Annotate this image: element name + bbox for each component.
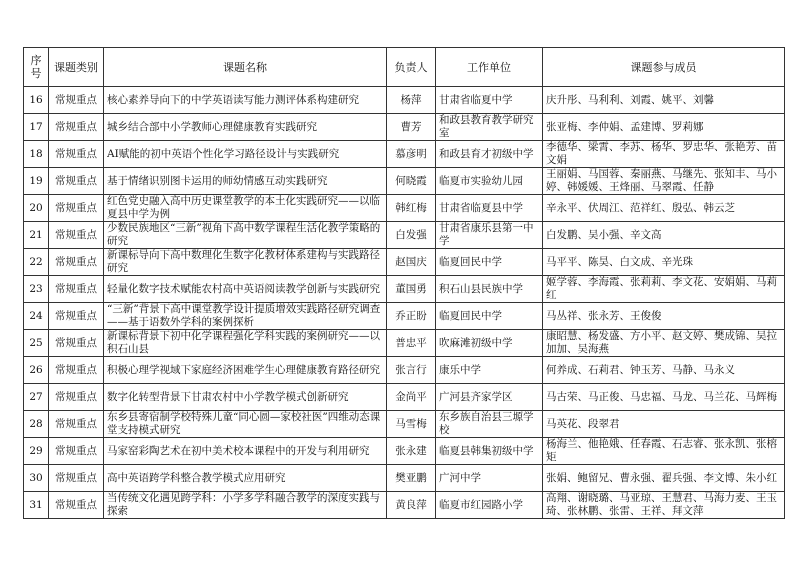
row-members — [543, 114, 785, 141]
row-lead — [387, 168, 436, 195]
row-number-text: 20 — [29, 201, 43, 214]
row-number-text: 24 — [29, 309, 43, 322]
row-title — [104, 195, 387, 222]
row-category — [49, 222, 104, 249]
row-members-text: 白发鹏、吴小强、辛文高 — [546, 228, 662, 241]
row-members-text: 高翔、谢晓璐、马亚琼、王慧君、马海力麦、王玉琦、张林鹏、张雷、王祥、拜文萍 — [546, 492, 777, 517]
row-category-text: 常规重点 — [55, 363, 97, 376]
row-members-text: 张亚梅、李仲娟、孟建博、罗莉娜 — [546, 120, 704, 133]
row-members-text: 马古荣、马正俊、马忠福、马龙、马兰花、马辉梅 — [546, 390, 777, 403]
row-category-text: 常规重点 — [55, 390, 97, 403]
row-unit — [436, 276, 543, 303]
row-title — [104, 438, 387, 465]
row-unit-text: 临夏市红园路小学 — [439, 498, 523, 511]
row-members — [543, 357, 785, 384]
row-category — [49, 330, 104, 357]
table-row — [24, 222, 785, 249]
row-category — [49, 195, 104, 222]
row-category — [49, 87, 104, 114]
row-category — [49, 168, 104, 195]
header-members: 课题参与成员 — [543, 48, 785, 87]
row-members — [543, 222, 785, 249]
row-title-text: 城乡结合部中小学教师心理健康教育实践研究 — [107, 120, 317, 133]
header-no: 序号 — [24, 48, 49, 87]
row-number-text: 19 — [29, 174, 43, 187]
row-number — [24, 492, 49, 519]
row-number — [24, 330, 49, 357]
row-unit-text: 积石山县民族中学 — [439, 282, 523, 295]
row-title-text: 新课标背景下初中化学课程强化学科实践的案例研究——以积石山县 — [107, 330, 380, 355]
row-number-text: 25 — [29, 336, 43, 349]
row-title — [104, 249, 387, 276]
row-category-text: 常规重点 — [55, 498, 97, 511]
row-title — [104, 114, 387, 141]
row-number-text: 30 — [29, 471, 43, 484]
row-number — [24, 222, 49, 249]
row-unit-text: 东乡族自治县三塬学校 — [439, 411, 534, 436]
row-unit — [436, 411, 543, 438]
row-unit — [436, 195, 543, 222]
row-lead-text: 樊亚鹏 — [395, 471, 427, 484]
table-row — [24, 276, 785, 303]
row-category-text: 常规重点 — [55, 471, 97, 484]
row-unit-text: 甘肃省康乐县第一中学 — [439, 222, 534, 247]
row-members-text: 马英花、段翠君 — [546, 417, 620, 430]
row-lead — [387, 357, 436, 384]
row-category-text: 常规重点 — [55, 201, 97, 214]
row-number — [24, 168, 49, 195]
row-members — [543, 384, 785, 411]
row-number-text: 17 — [29, 120, 43, 133]
row-title-text: 积极心理学视域下家庭经济困难学生心理健康教育路径研究 — [107, 363, 380, 376]
row-lead-text: 张言行 — [395, 363, 427, 376]
row-category-text: 常规重点 — [55, 336, 97, 349]
row-category-text: 常规重点 — [55, 228, 97, 241]
row-number — [24, 357, 49, 384]
row-number — [24, 195, 49, 222]
row-number — [24, 465, 49, 492]
row-unit — [436, 222, 543, 249]
row-number-text: 29 — [29, 444, 43, 457]
row-members-text: 辛永平、伏周江、范祥红、殷弘、韩云芝 — [546, 201, 735, 214]
row-category-text: 常规重点 — [55, 282, 97, 295]
row-unit-text: 康乐中学 — [439, 363, 481, 376]
row-title — [104, 411, 387, 438]
row-unit — [436, 249, 543, 276]
row-category — [49, 276, 104, 303]
row-members — [543, 465, 785, 492]
row-title — [104, 87, 387, 114]
row-members — [543, 141, 785, 168]
row-unit — [436, 141, 543, 168]
row-title-text: 东乡县寄宿制学校特殊儿童“同心圆—家校社医”四维动态课堂支持模式研究 — [107, 411, 381, 436]
row-unit — [436, 330, 543, 357]
row-lead-text: 金尚平 — [395, 390, 427, 403]
table-row — [24, 249, 785, 276]
row-lead — [387, 438, 436, 465]
row-members-text: 李德华、梁霄、李苏、杨华、罗忠华、张艳芳、苗文娟 — [546, 141, 777, 166]
table-row — [24, 330, 785, 357]
row-title — [104, 222, 387, 249]
row-lead — [387, 384, 436, 411]
row-category-text: 常规重点 — [55, 120, 97, 133]
row-unit — [436, 114, 543, 141]
row-category — [49, 114, 104, 141]
row-lead — [387, 276, 436, 303]
table-row — [24, 411, 785, 438]
row-number — [24, 384, 49, 411]
row-number — [24, 303, 49, 330]
header-row — [24, 48, 785, 87]
table-row — [24, 303, 785, 330]
row-category — [49, 384, 104, 411]
row-lead-text: 曹芳 — [400, 120, 422, 133]
row-category — [49, 303, 104, 330]
row-unit-text: 临夏市实验幼儿园 — [439, 174, 523, 187]
row-number — [24, 114, 49, 141]
row-unit — [436, 357, 543, 384]
row-title-text: 核心素养导向下的中学英语读写能力测评体系构建研究 — [107, 93, 359, 106]
row-lead-text: 何晓霞 — [395, 174, 427, 187]
table-row — [24, 114, 785, 141]
row-title-text: AI赋能的初中英语个性化学习路径设计与实践研究 — [107, 147, 340, 160]
row-title-text: 马家窑彩陶艺术在初中美术校本课程中的开发与利用研究 — [107, 444, 370, 457]
row-lead — [387, 411, 436, 438]
row-title-text: 轻量化数字技术赋能农村高中英语阅读教学创新与实践研究 — [107, 282, 380, 295]
row-title — [104, 384, 387, 411]
row-number — [24, 411, 49, 438]
row-category — [49, 357, 104, 384]
row-category — [49, 249, 104, 276]
row-members-text: 马丛祥、张永芳、王俊俊 — [546, 309, 662, 322]
table-row — [24, 141, 785, 168]
table-row — [24, 438, 785, 465]
row-category-text: 常规重点 — [55, 147, 97, 160]
row-unit-text: 和政县育才初级中学 — [439, 147, 534, 160]
row-title — [104, 303, 387, 330]
row-lead-text: 慕彦明 — [395, 147, 427, 160]
row-title-text: 基于情绪识别图卡运用的师幼情感互动实践研究 — [107, 174, 328, 187]
row-unit — [436, 438, 543, 465]
header-category: 课题类别 — [49, 48, 104, 87]
row-lead — [387, 222, 436, 249]
row-members-text: 杨海兰、他艳娥、任春霞、石志睿、张永凯、张榕矩 — [546, 438, 777, 463]
row-unit — [436, 168, 543, 195]
row-unit — [436, 465, 543, 492]
row-title — [104, 141, 387, 168]
row-lead-text: 白发强 — [395, 228, 427, 241]
row-category — [49, 492, 104, 519]
table-row — [24, 384, 785, 411]
row-lead-text: 赵国庆 — [395, 255, 427, 268]
row-unit — [436, 87, 543, 114]
row-number-text: 28 — [29, 417, 43, 430]
row-title — [104, 276, 387, 303]
row-unit-text: 广河中学 — [439, 471, 481, 484]
row-number-text: 26 — [29, 363, 43, 376]
row-members — [543, 195, 785, 222]
row-category — [49, 141, 104, 168]
row-members — [543, 438, 785, 465]
row-lead-text: 黄良萍 — [395, 498, 427, 511]
row-category-text: 常规重点 — [55, 93, 97, 106]
row-number-text: 18 — [29, 147, 43, 160]
row-members-text: 王丽娟、马国蓉、秦丽燕、马继先、张知丰、马小婷、韩媛媛、王烽丽、马翠霞、任静 — [546, 168, 777, 193]
row-title-text: 数字化转型背景下甘肃农村中小学教学模式创新研究 — [107, 390, 349, 403]
row-category-text: 常规重点 — [55, 417, 97, 430]
row-lead — [387, 303, 436, 330]
row-number-text: 27 — [29, 390, 43, 403]
row-number-text: 22 — [29, 255, 43, 268]
row-unit-text: 临夏回民中学 — [439, 255, 502, 268]
row-lead — [387, 492, 436, 519]
row-members — [543, 303, 785, 330]
row-lead-text: 张永建 — [395, 444, 427, 457]
row-category-text: 常规重点 — [55, 309, 97, 322]
row-lead — [387, 87, 436, 114]
row-members — [543, 330, 785, 357]
row-unit-text: 吹麻滩初级中学 — [439, 336, 513, 349]
row-unit-text: 临夏县韩集初级中学 — [439, 444, 534, 457]
row-title-text: 当传统文化遇见跨学科：小学多学科融合教学的深度实践与探索 — [107, 492, 380, 517]
row-unit-text: 甘肃省临夏县中学 — [439, 201, 523, 214]
header-title: 课题名称 — [104, 48, 387, 87]
row-title-text: 少数民族地区“三新”视角下高中数学课程生活化教学策略的研究 — [107, 222, 381, 247]
row-members-text: 何养成、石莉君、钟玉芳、马静、马永义 — [546, 363, 735, 376]
row-members — [543, 168, 785, 195]
row-lead — [387, 141, 436, 168]
row-title-text: 新课标导向下高中数理化生数字化教材体系建构与实践路径研究 — [107, 249, 380, 274]
row-title-text: 高中英语跨学科整合教学模式应用研究 — [107, 471, 286, 484]
row-unit-text: 甘肃省临夏中学 — [439, 93, 513, 106]
row-members — [543, 249, 785, 276]
row-members-text: 张娟、鲍留兄、曹永强、翟兵强、李文博、朱小红 — [546, 471, 777, 484]
row-lead — [387, 114, 436, 141]
row-members-text: 庆升彤、马利利、刘霞、姚平、刘馨 — [546, 93, 714, 106]
row-number — [24, 141, 49, 168]
row-title — [104, 492, 387, 519]
row-title — [104, 330, 387, 357]
row-members — [543, 492, 785, 519]
table-row — [24, 195, 785, 222]
row-lead-text: 杨萍 — [400, 93, 422, 106]
row-members-text: 康昭慧、杨发盛、方小平、赵文婷、樊成锦、吴拉加加、吴海燕 — [546, 330, 777, 355]
row-lead-text: 乔正盼 — [395, 309, 427, 322]
table-row — [24, 357, 785, 384]
row-unit — [436, 384, 543, 411]
row-lead — [387, 465, 436, 492]
row-number-text: 23 — [29, 282, 43, 295]
row-number — [24, 276, 49, 303]
row-lead-text: 董国勇 — [395, 282, 427, 295]
row-title — [104, 168, 387, 195]
row-lead — [387, 195, 436, 222]
row-members — [543, 411, 785, 438]
row-number — [24, 249, 49, 276]
row-category — [49, 411, 104, 438]
row-title — [104, 357, 387, 384]
row-category-text: 常规重点 — [55, 255, 97, 268]
row-number-text: 31 — [29, 498, 43, 511]
row-unit-text: 广河县齐家学区 — [439, 390, 513, 403]
row-number — [24, 438, 49, 465]
header-lead: 负责人 — [387, 48, 436, 87]
row-lead-text: 韩红梅 — [395, 201, 427, 214]
row-unit — [436, 303, 543, 330]
table-row — [24, 465, 785, 492]
row-title — [104, 465, 387, 492]
row-category — [49, 438, 104, 465]
row-members — [543, 87, 785, 114]
project-table — [23, 47, 785, 519]
row-category-text: 常规重点 — [55, 174, 97, 187]
row-unit-text: 临夏回民中学 — [439, 309, 502, 322]
row-category — [49, 465, 104, 492]
row-lead — [387, 249, 436, 276]
table-row — [24, 87, 785, 114]
table-row — [24, 168, 785, 195]
row-lead-text: 马雪梅 — [395, 417, 427, 430]
row-number-text: 16 — [29, 93, 43, 106]
row-number-text: 21 — [29, 228, 43, 241]
row-unit-text: 和政县教育教学研究室 — [439, 114, 534, 139]
row-lead-text: 普忠平 — [395, 336, 427, 349]
row-members — [543, 276, 785, 303]
row-category-text: 常规重点 — [55, 444, 97, 457]
row-number — [24, 87, 49, 114]
row-members-text: 马平平、陈昊、白文成、辛光珠 — [546, 255, 693, 268]
header-unit: 工作单位 — [436, 48, 543, 87]
row-lead — [387, 330, 436, 357]
row-members-text: 姬学蓉、李海霞、张莉莉、李文花、安娟娟、马莉红 — [546, 276, 777, 301]
row-title-text: 红色党史融入高中历史课堂教学的本土化实践研究——以临夏县中学为例 — [107, 195, 380, 220]
table-row — [24, 492, 785, 519]
row-unit — [436, 492, 543, 519]
row-title-text: “三新”背景下高中课堂教学设计提质增效实践路径研究调查——基于语数外学科的案例探析 — [107, 303, 381, 328]
